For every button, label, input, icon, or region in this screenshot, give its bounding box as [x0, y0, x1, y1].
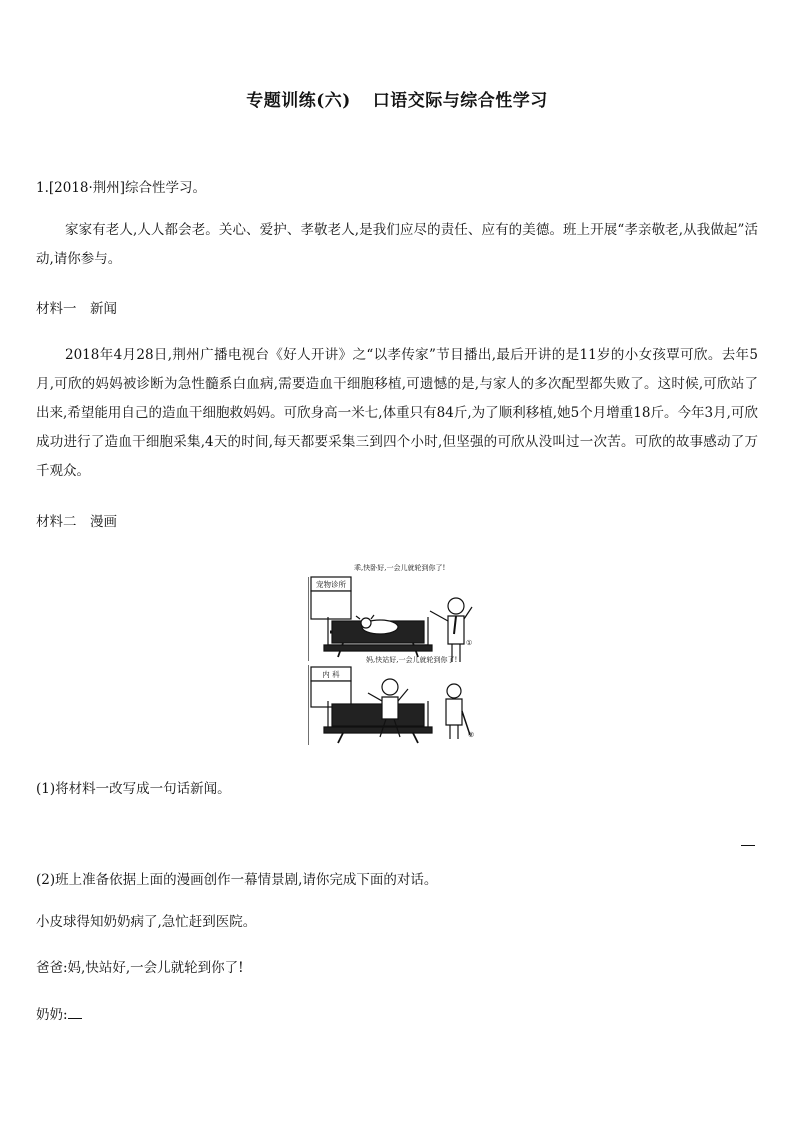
panel2-speech: 妈,快站好,一会儿就轮到你了! [366, 656, 458, 664]
panel1-speech: 乖,快卧好,一会儿就轮到你了! [354, 564, 446, 572]
sub-question-1: (1)将材料一改写成一句话新闻。 [36, 781, 231, 797]
grandma-line [36, 1006, 82, 1023]
title-topic: 口语交际与综合性学习 [372, 91, 548, 111]
narration: 小皮球得知奶奶病了,急忙赶到医院。 [36, 914, 257, 930]
material2-label: 材料二 漫画 [36, 514, 117, 530]
dad-line: 爸爸:妈,快站好,一会儿就轮到你了! [36, 960, 244, 976]
answer-blank-2[interactable] [68, 1006, 82, 1019]
comic-image [308, 561, 480, 745]
page-title [0, 86, 794, 111]
comic-panel-2 [308, 655, 474, 745]
panel2-number: ② [468, 731, 475, 739]
answer-blank-1[interactable] [741, 833, 755, 850]
panel1-sign: 宠物诊所 [316, 580, 346, 589]
material1-text: 2018年4月28日,荆州广播电视台《好人开讲》之“以孝传家”节目播出,最后开讲的是11岁的小女孩覃可欣。去年5月,可欣的妈妈被诊断为急性髓系白血病,需要造血干细胞移植,可遗憾的是,与家人的多次配型都失败了。这时候,可欣站了出来,希望能用自己的造血干细胞救妈妈。可欣身高一米七,体重只有84斤,为了顺利移植,她5个月增重18斤。今年3月,可欣成功进行了造血干细胞采集,4天的时间,每天都要采集三到四个小时,但坚强的可欣从没叫过一次苦。可欣的故事感动了万千观众。 [36, 347, 758, 479]
panel2-sign: 内 科 [322, 670, 340, 679]
sub-question-2: (2)班上准备依据上面的漫画创作一幕情景剧,请你完成下面的对话。 [36, 872, 438, 888]
panel1-number: ① [466, 639, 473, 647]
material1-label: 材料一 新闻 [36, 301, 117, 317]
comic-panel-1 [308, 563, 472, 662]
title-series: 专题训练(六) [246, 91, 351, 111]
question-intro: 家家有老人,人人都会老。关心、爱护、孝敬老人,是我们应尽的责任、应有的美德。班上开展“孝亲敬老,从我做起”活动,请你参与。 [36, 222, 758, 267]
grandma-label: 奶奶: [36, 1007, 68, 1023]
question-header: 1.[2018·荆州]综合性学习。 [36, 180, 207, 196]
